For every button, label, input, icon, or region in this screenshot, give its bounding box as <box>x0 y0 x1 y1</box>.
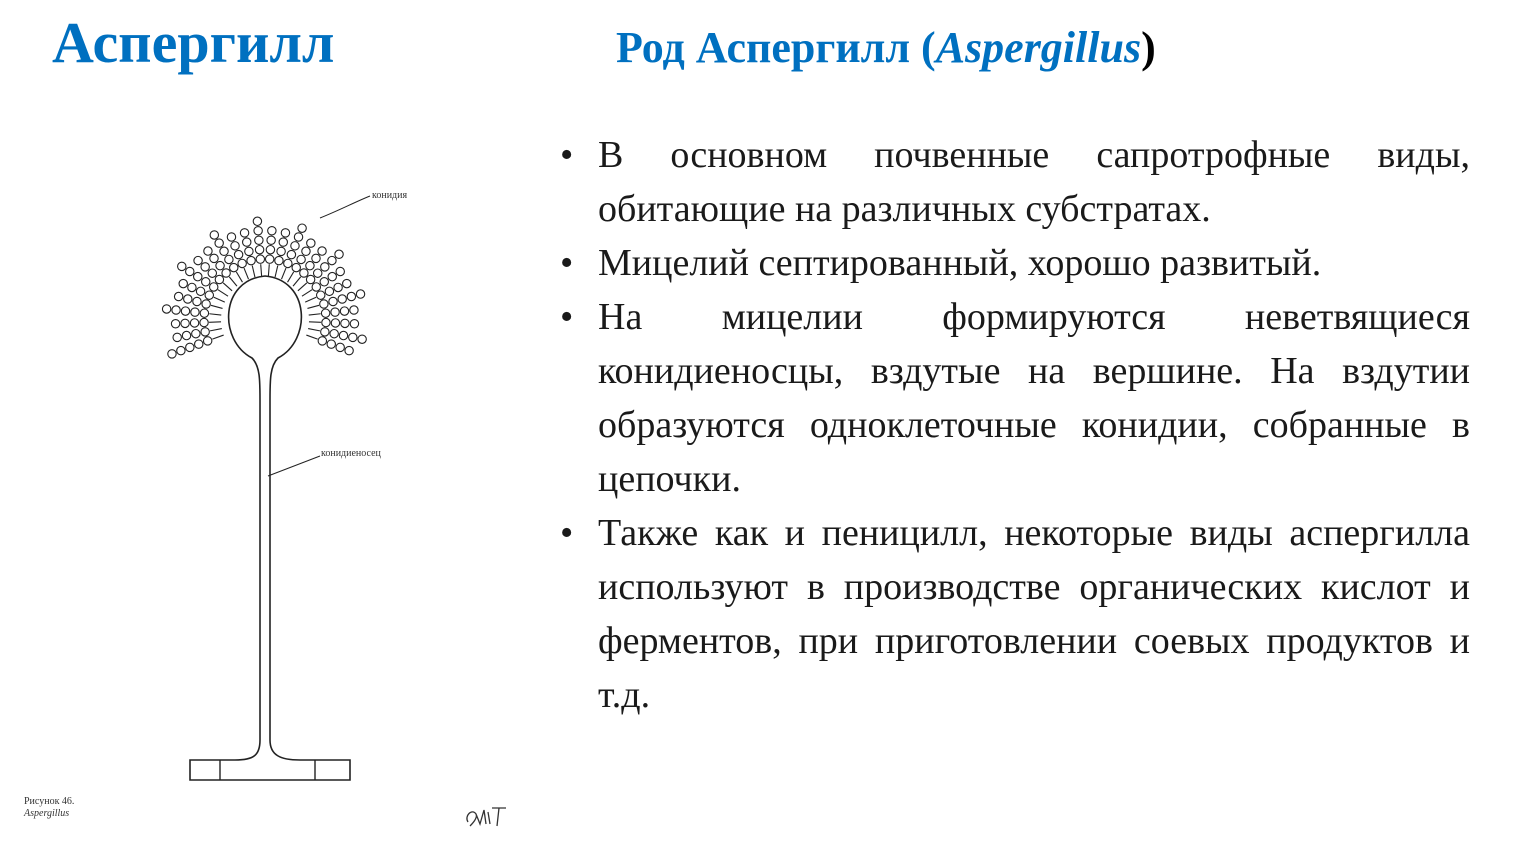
bullet-marker: • <box>560 296 574 338</box>
caption-number: Рисунок 46. <box>24 796 75 807</box>
sterigma <box>307 305 319 308</box>
conidium <box>275 256 283 264</box>
label-conidiophore: конидиеносец <box>321 448 381 459</box>
conidium <box>193 297 201 305</box>
conidium <box>255 246 263 254</box>
conidium <box>253 217 261 225</box>
bullet-text: На мицелии формируются неветвящиеся конидиеносцы, вздутые на вершине. На вздутии образуются одноклеточные конидии, собранные в цепочки. <box>598 296 1470 500</box>
conidium <box>350 306 358 314</box>
conidium <box>287 250 295 258</box>
conidium <box>204 247 212 255</box>
sterigma <box>211 305 223 308</box>
conidium <box>186 267 194 275</box>
conidium <box>300 269 308 277</box>
conidium <box>284 259 292 267</box>
bullet-marker: • <box>560 242 574 284</box>
conidium <box>320 300 328 308</box>
sterigma <box>214 297 225 302</box>
conidium <box>181 307 189 315</box>
sterigma <box>305 297 316 302</box>
conidium <box>201 328 209 336</box>
sterigma <box>209 314 221 315</box>
conidiophore-outline <box>190 276 350 780</box>
sterigma <box>252 265 255 277</box>
conidium <box>341 319 349 327</box>
conidium <box>320 278 328 286</box>
conidium <box>338 295 346 303</box>
conidium <box>347 292 355 300</box>
caption-species: Aspergillus <box>24 808 70 819</box>
bullet-text: В основном почвенные сапротрофные виды, обитающие на различных субстратах. <box>598 134 1470 230</box>
conidium <box>331 319 339 327</box>
conidium <box>210 231 218 239</box>
conidium <box>302 247 310 255</box>
leader-line-conidiophore <box>268 456 320 476</box>
conidium <box>292 263 300 271</box>
conidium <box>329 297 337 305</box>
conidium <box>181 319 189 327</box>
sterigma <box>229 277 237 286</box>
conidium <box>192 329 200 337</box>
conidium <box>231 242 239 250</box>
conidium <box>340 307 348 315</box>
sterigma <box>275 265 278 277</box>
conidium <box>314 269 322 277</box>
subtitle-latin: Aspergillus <box>935 23 1142 72</box>
signature-mark <box>462 802 514 835</box>
conidium <box>210 254 218 262</box>
sterigma <box>223 283 232 291</box>
conidium <box>255 236 263 244</box>
label-conidia: конидия <box>372 190 408 201</box>
conidium <box>194 272 202 280</box>
bullet-text: Также как и пеницилл, некоторые виды аспергилла используют в производстве органических кислот и ферментов, при приготовлении соевых продуктов и т.д. <box>598 512 1470 716</box>
conidium <box>297 255 305 263</box>
conidium <box>317 291 325 299</box>
conidium <box>345 346 353 354</box>
sterigma <box>306 335 317 339</box>
conidium <box>171 320 179 328</box>
conidium <box>294 233 302 241</box>
conidium <box>291 242 299 250</box>
conidium <box>266 246 274 254</box>
conidium <box>191 308 199 316</box>
sterigma <box>244 268 248 279</box>
slide-title: Аспергилл <box>52 10 335 75</box>
signature-icon <box>462 802 514 830</box>
sterigma <box>309 322 321 323</box>
conidium <box>200 318 208 326</box>
conidium <box>268 227 276 235</box>
conidium <box>227 233 235 241</box>
sterigma <box>236 272 242 282</box>
conidium <box>190 319 198 327</box>
conidium <box>215 275 223 283</box>
bullet-item <box>560 290 1470 506</box>
conidium <box>173 333 181 341</box>
conidium <box>177 346 185 354</box>
subtitle-suffix: ) <box>1141 23 1156 72</box>
conidium <box>343 279 351 287</box>
conidium <box>195 340 203 348</box>
conidium <box>350 320 358 328</box>
conidium <box>225 255 233 263</box>
conidium <box>178 262 186 270</box>
sterigma <box>218 290 228 297</box>
aspergillus-illustration <box>120 180 420 800</box>
conidium <box>200 309 208 317</box>
conidium <box>186 343 194 351</box>
conidium <box>247 256 255 264</box>
sterigma <box>210 329 222 331</box>
conidium <box>245 247 253 255</box>
conidium <box>196 287 204 295</box>
conidium <box>322 318 330 326</box>
conidium <box>321 309 329 317</box>
bullet-marker: • <box>560 134 574 176</box>
sterigma <box>209 322 221 323</box>
conidium <box>208 269 216 277</box>
conidium <box>331 308 339 316</box>
conidium <box>182 331 190 339</box>
conidium <box>174 292 182 300</box>
conidium <box>356 290 364 298</box>
conidium <box>205 291 213 299</box>
sterigma <box>212 335 223 339</box>
aspergillus-drawing <box>120 180 420 800</box>
conidium <box>339 331 347 339</box>
conidium <box>201 263 209 271</box>
conidium <box>281 229 289 237</box>
conidium <box>194 256 202 264</box>
figure-caption <box>24 796 74 820</box>
sterigma <box>293 277 301 286</box>
sterigma <box>298 283 307 291</box>
sterigma <box>261 264 262 276</box>
conidium <box>172 306 180 314</box>
sterigma <box>308 329 320 331</box>
conidium <box>336 267 344 275</box>
bullet-item <box>560 236 1470 290</box>
conidium <box>216 261 224 269</box>
conidium <box>298 224 306 232</box>
conidium <box>222 269 230 277</box>
conidium <box>162 305 170 313</box>
conidium <box>265 255 273 263</box>
sterigma <box>309 314 321 315</box>
conidium <box>184 295 192 303</box>
conidium <box>312 254 320 262</box>
conidium <box>234 250 242 258</box>
conidium <box>202 300 210 308</box>
conidium <box>328 256 336 264</box>
bullet-text: Мицелий септированный, хорошо развитый. <box>598 242 1322 284</box>
conidium <box>318 247 326 255</box>
conidium <box>243 238 251 246</box>
conidium <box>254 227 262 235</box>
conidium <box>330 329 338 337</box>
conidium <box>230 263 238 271</box>
bullet-item <box>560 506 1470 722</box>
conidium <box>277 247 285 255</box>
conidium <box>240 229 248 237</box>
conidium <box>336 343 344 351</box>
conidium <box>306 275 314 283</box>
conidium <box>210 283 218 291</box>
conidium <box>312 283 320 291</box>
bullet-list <box>560 128 1470 722</box>
conidium <box>238 259 246 267</box>
sterigma <box>281 268 285 279</box>
conidium <box>325 287 333 295</box>
leader-line-conidia <box>320 196 370 218</box>
conidium <box>321 263 329 271</box>
sterigma <box>288 272 294 282</box>
sterigma <box>268 264 269 276</box>
conidium <box>256 255 264 263</box>
conidium <box>306 261 314 269</box>
conidium <box>349 333 357 341</box>
conidium <box>279 238 287 246</box>
conidium <box>267 236 275 244</box>
conidium <box>327 340 335 348</box>
conidium <box>202 278 210 286</box>
conidium <box>358 335 366 343</box>
conidium <box>188 283 196 291</box>
conidium <box>215 239 223 247</box>
conidium <box>321 328 329 336</box>
bullet-item <box>560 128 1470 236</box>
conidium <box>334 283 342 291</box>
conidium <box>307 239 315 247</box>
conidium <box>168 350 176 358</box>
conidium <box>220 247 228 255</box>
conidium <box>335 250 343 258</box>
conidium <box>318 337 326 345</box>
subtitle-prefix: Род Аспергилл ( <box>616 23 936 72</box>
sterigma <box>302 290 312 297</box>
bullet-marker: • <box>560 512 574 554</box>
slide-subtitle <box>616 20 1156 76</box>
conidium <box>328 272 336 280</box>
conidium <box>203 337 211 345</box>
conidium <box>179 279 187 287</box>
